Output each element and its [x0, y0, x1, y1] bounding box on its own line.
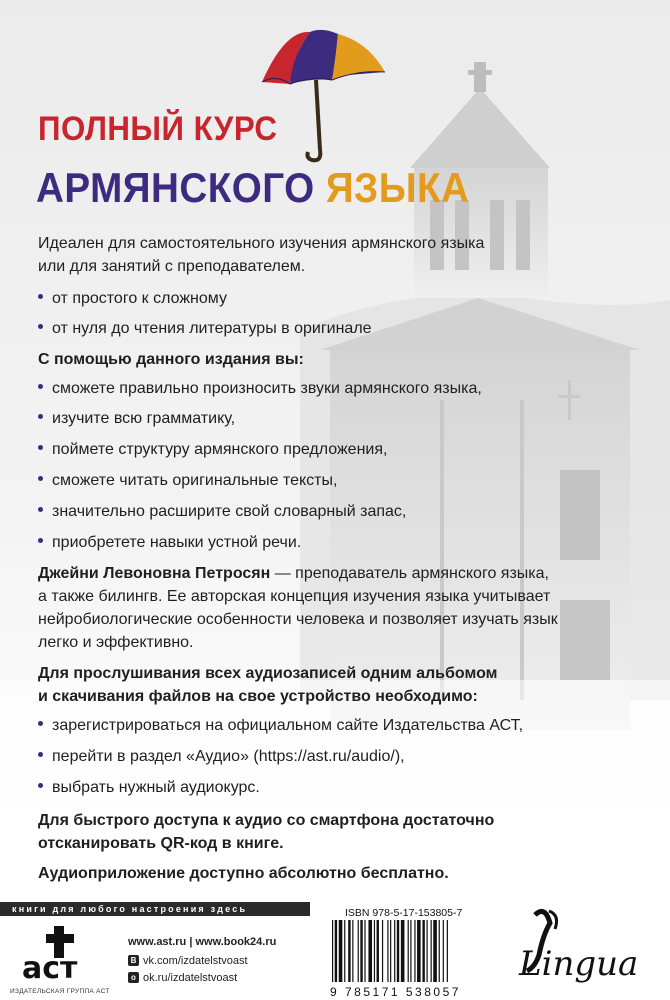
bullet-dot: [38, 783, 43, 788]
qr-note: Для быстрого доступа к аудио со смартфона достаточно: [38, 812, 495, 829]
barcode-bar: [397, 920, 399, 982]
list-item: сможете читать оригинальные тексты,: [38, 470, 337, 492]
title-word-language: ЯЗЫКА: [325, 164, 470, 211]
qr-note: отсканировать QR-код в книге.: [38, 835, 284, 852]
barcode-bar: [332, 920, 333, 982]
website-links[interactable]: www.ast.ru | www.book24.ru: [128, 936, 277, 948]
barcode-bar: [387, 920, 388, 982]
svg-text:аст: аст: [22, 951, 78, 984]
barcode-bar: [433, 920, 437, 982]
ast-logo: [18, 924, 98, 984]
bullet-dot: [38, 507, 43, 512]
barcode-bar: [335, 920, 337, 982]
list-item: перейти в раздел «Аудио» (https://ast.ru/audio/),: [38, 746, 405, 768]
list-item: от нуля до чтения литературы в оригинале: [38, 318, 372, 340]
free-note: Аудиоприложение доступно абсолютно бесплатно.: [38, 865, 449, 882]
list-item: от простого к сложному: [38, 288, 227, 310]
list-item: значительно расширите свой словарный запас,: [38, 501, 406, 523]
author-line: а также билингв. Ее авторская концепция изучения языка учитывает: [38, 588, 551, 605]
author-line: Джейни Левоновна Петросян — преподаватель армянского языка,: [38, 565, 549, 582]
barcode-bar: [364, 920, 365, 982]
bullet-dot: [38, 414, 43, 419]
bullet-dot: [38, 324, 43, 329]
svg-text:Lingua: Lingua: [519, 944, 639, 984]
slogan-band: [0, 902, 310, 916]
section-heading: Для прослушивания всех аудиозаписей одним альбомом: [38, 665, 498, 682]
bullet-dot: [38, 752, 43, 757]
barcode-bar: [358, 920, 359, 982]
author-line: легко и эффективно.: [38, 634, 194, 651]
barcode-bar: [447, 920, 448, 982]
barcode-bar: [401, 920, 405, 982]
title-line-1: ПОЛНЫЙ КУРС: [38, 110, 278, 148]
bullet-dot: [38, 721, 43, 726]
vk-icon: B: [128, 955, 139, 966]
publisher-group-label: ИЗДАТЕЛЬСКАЯ ГРУППА АСТ: [10, 988, 110, 995]
barcode-bar: [414, 920, 415, 982]
list-item: сможете правильно произносить звуки армянского языка,: [38, 378, 482, 400]
barcode-bar: [339, 920, 343, 982]
barcode-bar: [439, 920, 440, 982]
bullet-dot: [38, 538, 43, 543]
section-heading: и скачивания файлов на свое устройство необходимо:: [38, 688, 478, 705]
barcode-bar: [422, 920, 424, 982]
barcode-bar: [368, 920, 372, 982]
barcode-bar: [352, 920, 353, 982]
barcode-bar: [408, 920, 409, 982]
list-item: выбрать нужный аудиокурс.: [38, 777, 260, 799]
barcode-bar: [443, 920, 444, 982]
list-item: поймете структуру армянского предложения,: [38, 439, 387, 461]
barcode-bar: [427, 920, 428, 982]
lingua-logo: [505, 905, 655, 985]
bullet-dot: [38, 445, 43, 450]
bullet-dot: [38, 294, 43, 299]
barcode-bar: [382, 920, 383, 982]
barcode-bar: [431, 920, 432, 982]
list-item: приобретете навыки устной речи.: [38, 532, 301, 554]
list-item: зарегистрироваться на официальном сайте Издательства АСТ,: [38, 715, 523, 737]
section-heading: С помощью данного издания вы:: [38, 351, 304, 368]
slogan-text: книги для любого настроения здесь: [12, 904, 248, 914]
barcode: [328, 920, 504, 986]
title-word-armenian: АРМЯНСКОГО: [36, 164, 315, 211]
barcode-bar: [348, 920, 350, 982]
title-line-2: [36, 164, 469, 212]
barcode-bar: [374, 920, 375, 982]
barcode-bar: [360, 920, 362, 982]
vk-link[interactable]: B vk.com/izdatelstvoast: [128, 955, 248, 967]
barcode-bar: [394, 920, 395, 982]
intro-line: или для занятий с преподавателем.: [38, 258, 306, 275]
bullet-dot: [38, 384, 43, 389]
author-name: Джейни Левоновна Петросян: [38, 565, 271, 582]
intro-line: Идеален для самостоятельного изучения армянского языка: [38, 235, 485, 252]
bullet-dot: [38, 476, 43, 481]
barcode-bar: [377, 920, 379, 982]
barcode-bar: [344, 920, 345, 982]
barcode-bar: [390, 920, 391, 982]
ok-icon: o: [128, 972, 139, 983]
barcode-number: 9 785171 538057: [330, 985, 461, 999]
barcode-bar: [410, 920, 411, 982]
author-line: нейробиологические особенности человека и позволяет изучать язык: [38, 611, 558, 628]
ok-link[interactable]: o ok.ru/izdatelstvoast: [128, 972, 237, 984]
barcode-bar: [417, 920, 421, 982]
list-item: изучите всю грамматику,: [38, 408, 235, 430]
isbn-label: ISBN 978-5-17-153805-7: [345, 907, 463, 919]
